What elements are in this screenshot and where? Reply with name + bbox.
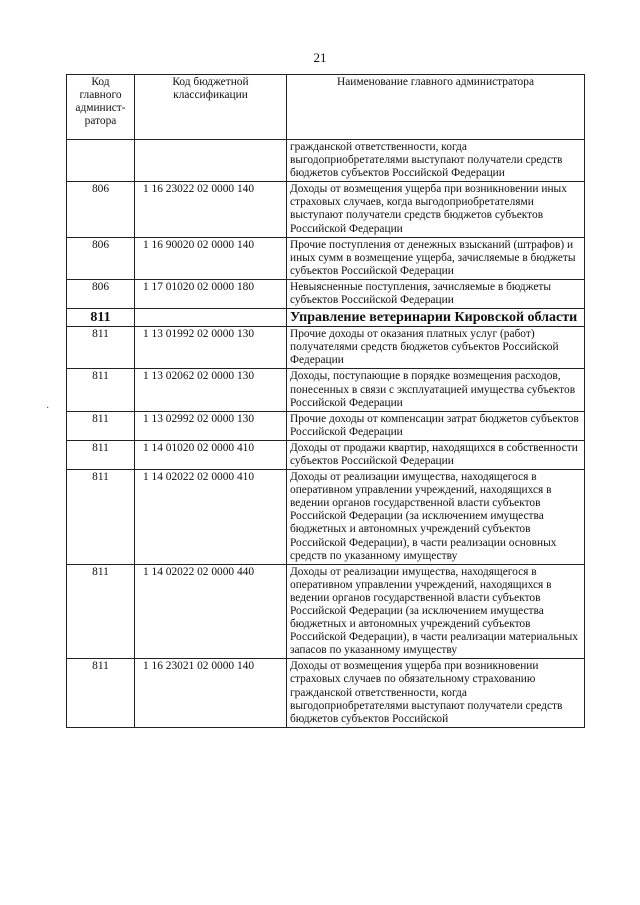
admin-name-cell: Прочие поступления от денежных взысканий (штрафов) и иных сумм в возмещение ущерба, зачисляемые в бюджеты субъектов Российской Федерации bbox=[287, 237, 585, 279]
table-row bbox=[67, 659, 585, 727]
admin-name-cell: Доходы, поступающие в порядке возмещения расходов, понесенных в связи с эксплуатацией имущества субъектов Российской Федерации bbox=[287, 369, 585, 411]
budget-code-cell bbox=[135, 309, 287, 327]
budget-code-cell: 1 16 23021 02 0000 140 bbox=[135, 659, 287, 727]
table-row bbox=[67, 440, 585, 469]
table-row bbox=[67, 279, 585, 308]
admin-code-cell: 811 bbox=[67, 309, 135, 327]
header-budget-code: Код бюджетной классификации bbox=[135, 75, 287, 140]
admin-code-cell: 806 bbox=[67, 237, 135, 279]
table-row bbox=[67, 140, 585, 182]
table-row bbox=[67, 182, 585, 237]
budget-code-cell bbox=[135, 140, 287, 182]
admin-code-cell: 811 bbox=[67, 411, 135, 440]
budget-classification-table bbox=[66, 74, 585, 728]
admin-code-cell: 806 bbox=[67, 279, 135, 308]
table-body bbox=[67, 140, 585, 728]
admin-name-cell: Доходы от продажи квартир, находящихся в собственности субъектов Российской Федерации bbox=[287, 440, 585, 469]
table-row bbox=[67, 327, 585, 369]
header-admin-name: Наименование главного администратора bbox=[287, 75, 585, 140]
admin-name-cell: Доходы от реализации имущества, находящегося в оперативном управлении учреждений, находящихся в ведении органов государственной власти субъектов Российской Федерации (за исключением имущества бюджетных и автономных учреждений субъектов Российской Федерации), в части реализации основных средств по указанному имуществу bbox=[287, 470, 585, 565]
budget-code-cell: 1 13 02062 02 0000 130 bbox=[135, 369, 287, 411]
table-row bbox=[67, 309, 585, 327]
page-number: 21 bbox=[313, 50, 327, 65]
admin-name-cell: Прочие доходы от оказания платных услуг (работ) получателями средств бюджетов субъектов Российской Федерации bbox=[287, 327, 585, 369]
budget-code-cell: 1 13 02992 02 0000 130 bbox=[135, 411, 287, 440]
admin-name-cell: Невыясненные поступления, зачисляемые в бюджеты субъектов Российской Федерации bbox=[287, 279, 585, 308]
budget-code-cell: 1 13 01992 02 0000 130 bbox=[135, 327, 287, 369]
table-row bbox=[67, 564, 585, 659]
admin-code-cell bbox=[67, 140, 135, 182]
admin-name-cell: Управление ветеринарии Кировской области bbox=[287, 309, 585, 327]
admin-name-cell: гражданской ответственности, когда выгодоприобретателями выступают получатели средств бюджетов субъектов Российской Федерации bbox=[287, 140, 585, 182]
admin-name-cell: Прочие доходы от компенсации затрат бюджетов субъектов Российской Федерации bbox=[287, 411, 585, 440]
table-header-row bbox=[67, 75, 585, 140]
admin-code-cell: 806 bbox=[67, 182, 135, 237]
budget-code-cell: 1 16 90020 02 0000 140 bbox=[135, 237, 287, 279]
budget-code-cell: 1 14 01020 02 0000 410 bbox=[135, 440, 287, 469]
budget-code-cell: 1 14 02022 02 0000 440 bbox=[135, 564, 287, 659]
admin-code-cell: 811 bbox=[67, 470, 135, 565]
budget-code-cell: 1 16 23022 02 0000 140 bbox=[135, 182, 287, 237]
admin-code-cell: 811 bbox=[67, 369, 135, 411]
scan-mark: · bbox=[46, 403, 50, 414]
table-row bbox=[67, 411, 585, 440]
admin-code-cell: 811 bbox=[67, 440, 135, 469]
admin-code-cell: 811 bbox=[67, 659, 135, 727]
admin-name-cell: Доходы от возмещения ущерба при возникновении страховых случаев по обязательному страхованию гражданской ответственности, когда выгодоприобретателями выступают получатели средств бюджетов субъектов Российской bbox=[287, 659, 585, 727]
admin-name-cell: Доходы от реализации имущества, находящегося в оперативном управлении учреждений, находящихся в ведении органов государственной власти субъектов Российской Федерации (за исключением имущества бюджетных и автономных учреждений субъектов Российской Федерации), в части реализации материальных запасов по указанному имуществу bbox=[287, 564, 585, 659]
admin-code-cell: 811 bbox=[67, 327, 135, 369]
admin-name-cell: Доходы от возмещения ущерба при возникновении иных страховых случаев, когда выгодоприобретателями выступают получатели средств бюджетов субъектов Российской Федерации bbox=[287, 182, 585, 237]
table-row bbox=[67, 369, 585, 411]
admin-code-cell: 811 bbox=[67, 564, 135, 659]
table-row bbox=[67, 237, 585, 279]
header-admin-code: Код главного админист-ратора bbox=[67, 75, 135, 140]
table-row bbox=[67, 470, 585, 565]
budget-code-cell: 1 17 01020 02 0000 180 bbox=[135, 279, 287, 308]
budget-code-cell: 1 14 02022 02 0000 410 bbox=[135, 470, 287, 565]
